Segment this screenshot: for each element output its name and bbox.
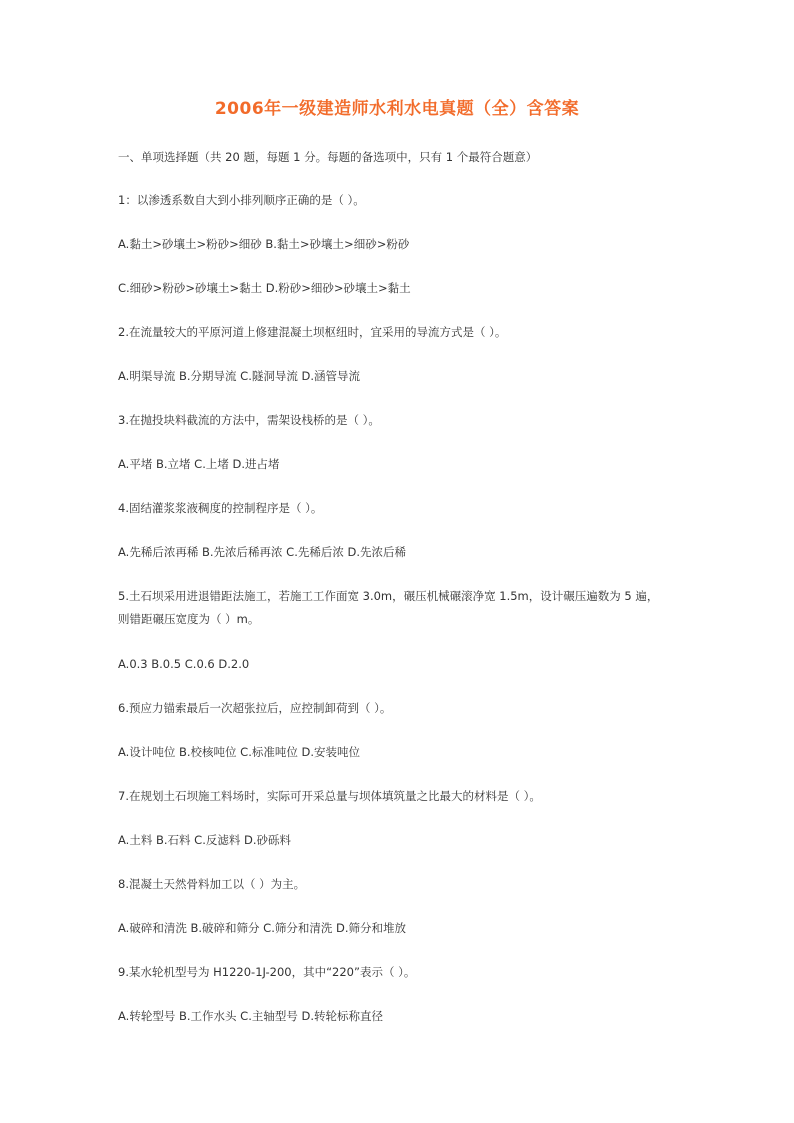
question-1-options-ab: A.黏土>砂壤土>粉砂>细砂 B.黏土>砂壤土>细砂>粉砂 <box>118 237 410 251</box>
question-3-options: A.平堵 B.立堵 C.上堵 D.进占堵 <box>118 457 280 471</box>
question-5-options: A.0.3 B.0.5 C.0.6 D.2.0 <box>118 657 250 671</box>
question-2-options: A.明渠导流 B.分期导流 C.隧洞导流 D.涵管导流 <box>118 369 361 383</box>
question-3: 3.在抛投块料截流的方法中，需架设栈桥的是（ ）。 <box>118 413 380 427</box>
question-7-options: A.土料 B.石料 C.反滤料 D.砂砾料 <box>118 833 292 847</box>
document-title: 2006年一级建造师水利水电真题（全）含答案 <box>214 99 580 119</box>
section-heading: 一、单项选择题（共 20 题，每题 1 分。每题的备选项中，只有 1 个最符合题意） <box>118 150 538 164</box>
question-8: 8.混凝土天然骨料加工以（ ）为主。 <box>118 877 306 891</box>
question-5: 5.土石坝采用进退错距法施工，若施工工作面宽 3.0m，碾压机械碾滚净宽 1.5m，设计碾压遍数为 5 遍， <box>118 589 659 603</box>
question-9: 9.某水轮机型号为 H1220-1J-200，其中“220”表示（ ）。 <box>118 965 416 979</box>
question-8-options: A.破碎和清洗 B.破碎和筛分 C.筛分和清洗 D.筛分和堆放 <box>118 921 407 935</box>
question-9-options: A.转轮型号 B.工作水头 C.主轴型号 D.转轮标称直径 <box>118 1009 384 1023</box>
question-1-options-cd: C.细砂>粉砂>砂壤土>黏土 D.粉砂>细砂>砂壤土>黏土 <box>118 281 411 295</box>
question-1: 1：以渗透系数自大到小排列顺序正确的是（ ）。 <box>118 193 365 207</box>
question-7: 7.在规划土石坝施工料场时，实际可开采总量与坝体填筑量之比最大的材料是（ ）。 <box>118 789 541 803</box>
question-6: 6.预应力锚索最后一次超张拉后，应控制卸荷到（ ）。 <box>118 701 392 715</box>
question-5-continued: 则错距碾压宽度为（ ）m。 <box>118 612 260 626</box>
question-4: 4.固结灌浆浆液稠度的控制程序是（ ）。 <box>118 501 323 515</box>
question-2: 2.在流量较大的平原河道上修建混凝土坝枢纽时，宜采用的导流方式是（ ）。 <box>118 325 507 339</box>
question-4-options: A.先稀后浓再稀 B.先浓后稀再浓 C.先稀后浓 D.先浓后稀 <box>118 545 407 559</box>
question-6-options: A.设计吨位 B.校核吨位 C.标准吨位 D.安装吨位 <box>118 745 361 759</box>
